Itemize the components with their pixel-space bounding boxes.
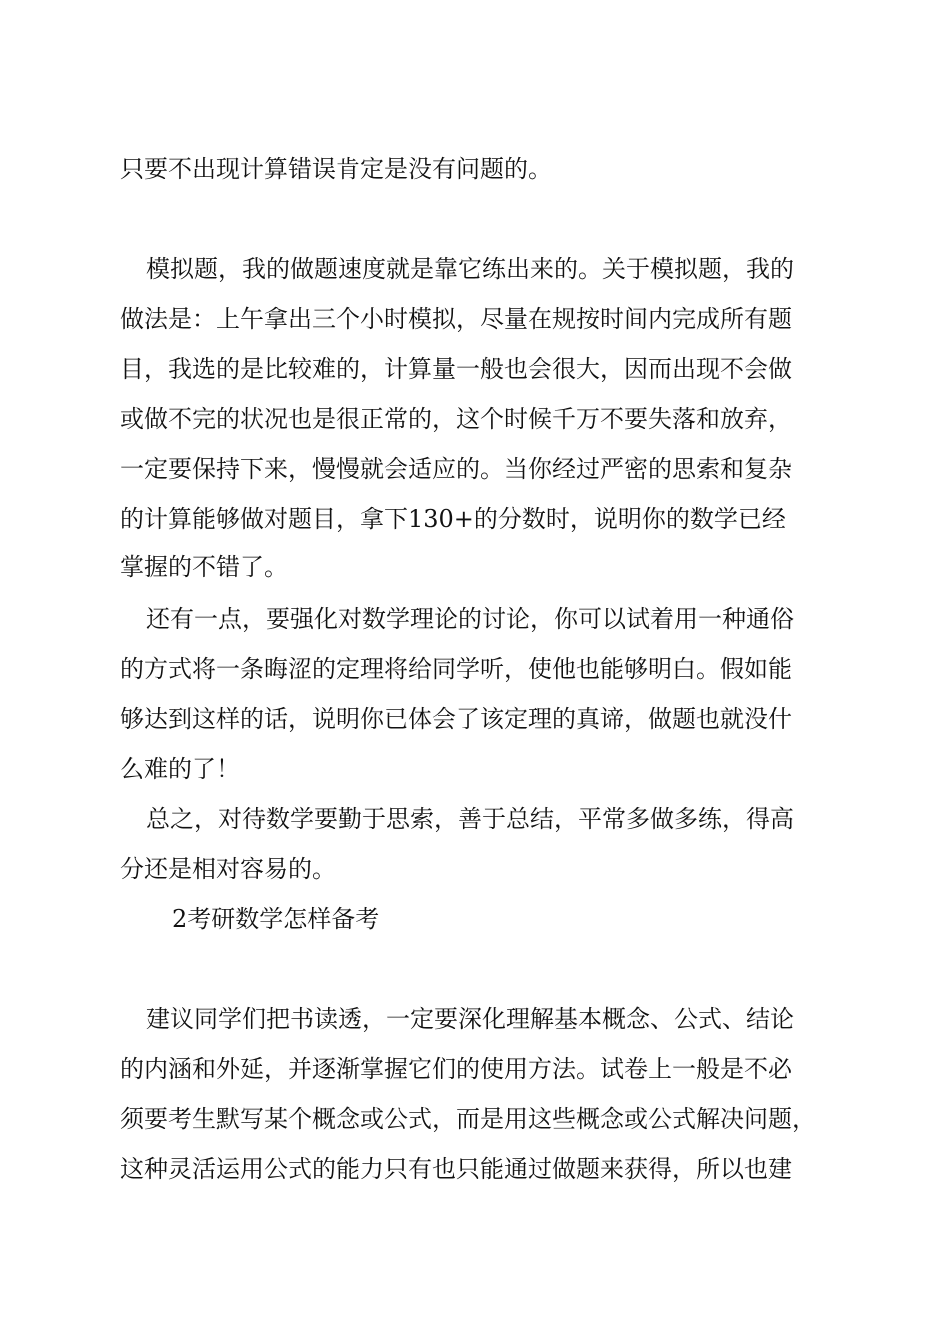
text-line: 做法是：上午拿出三个小时模拟，尽量在规按时间内完成所有题 bbox=[120, 305, 792, 333]
text-line: 的方式将一条晦涩的定理将给同学听，使他也能够明白。假如能 bbox=[120, 655, 792, 683]
text-line: 这种灵活运用公式的能力只有也只能通过做题来获得，所以也建 bbox=[120, 1155, 792, 1183]
text-line: 总之，对待数学要勤于思索，善于总结，平常多做多练，得高 bbox=[146, 805, 794, 833]
text-line: 只要不出现计算错误肯定是没有问题的。 bbox=[120, 155, 552, 183]
text-line: 建议同学们把书读透，一定要深化理解基本概念、公式、结论 bbox=[146, 1005, 794, 1033]
text-line: 一定要保持下来，慢慢就会适应的。当你经过严密的思索和复杂 bbox=[120, 455, 792, 483]
text-line: 模拟题，我的做题速度就是靠它练出来的。关于模拟题，我的 bbox=[146, 255, 794, 283]
text-line: 须要考生默写某个概念或公式，而是用这些概念或公式解决问题， bbox=[120, 1105, 816, 1133]
text-line: 目，我选的是比较难的，计算量一般也会很大，因而出现不会做 bbox=[120, 355, 792, 383]
text-line: 或做不完的状况也是很正常的，这个时候千万不要失落和放弃， bbox=[120, 405, 792, 433]
text-line: 还有一点，要强化对数学理论的讨论，你可以试着用一种通俗 bbox=[146, 605, 794, 633]
text-line: 分还是相对容易的。 bbox=[120, 855, 336, 883]
text-line: 么难的了！ bbox=[120, 755, 240, 783]
text-line: 够达到这样的话，说明你已体会了该定理的真谛，做题也就没什 bbox=[120, 705, 792, 733]
text-line: 的内涵和外延，并逐渐掌握它们的使用方法。试卷上一般是不必 bbox=[120, 1055, 792, 1083]
text-line: 掌握的不错了。 bbox=[120, 553, 288, 581]
text-line: 的计算能够做对题目，拿下130+的分数时，说明你的数学已经 bbox=[120, 505, 786, 533]
section-heading: 2考研数学怎样备考 bbox=[172, 905, 380, 933]
